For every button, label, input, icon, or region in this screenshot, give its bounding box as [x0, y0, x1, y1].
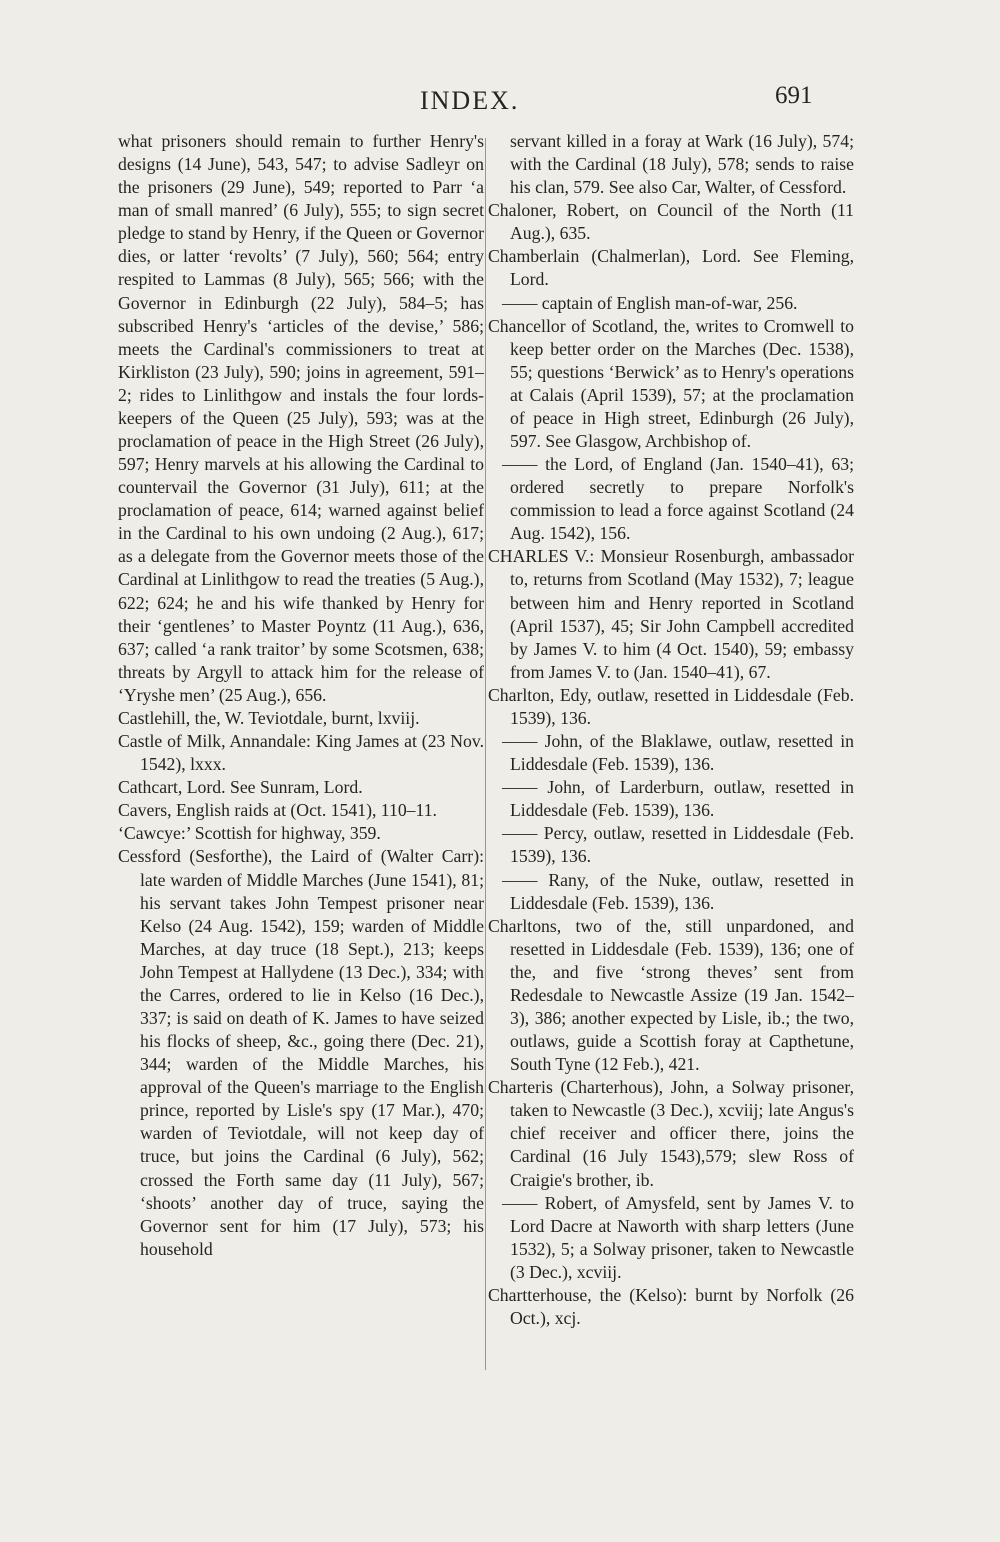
index-entry: Castle of Milk, Annandale: King James at (23 Nov. 1542), lxxx.: [118, 731, 484, 775]
index-entry: Chancellor of Scotland, the, writes to Cromwell to keep better order on the Marches (Dec. 1538), 55; questions ‘Berwick’ as to Henry's operations at Calais (April 1539), 57; at the proclamation of peace in High street, Edinburgh (26 July), 597. See Glasgow, Archbishop of.: [488, 315, 854, 452]
index-entry: Charlton, Edy, outlaw, resetted in Liddesdale (Feb. 1539), 136.: [488, 684, 854, 728]
index-entry: Cessford (Sesforthe), the Laird of (Walter Carr): late warden of Middle Marches (June 1541), 81; his servant takes John Tempest prisoner near Kelso (24 Aug. 1542), 159; warden of Middle Marches, at day truce (18 Sept.), 213; keeps John Tempest at Hallydene (13 Dec.), 334; with the Carres, ordered to lie in Kelso (16 Dec.), 337; is said on death of K. James to have seized his flocks of sheep, &c., going there (Dec. 21), 344; warden of the Middle Marches, his approval of the Queen's marriage to the English prince, reported by Lisle's spy (17 Mar.), 470; warden of Teviotdale, will not keep day of truce, but joins the Cardinal (6 July), 562; crossed the Forth same day (11 July), 567; ‘shoots’ another day of truce, saying the Governor sent for him (17 July), 573; his household: [118, 846, 484, 1259]
index-entry: Charteris (Charterhous), John, a Solway prisoner, taken to Newcastle (3 Dec.), xcviij; late Angus's chief receiver and officer there, joins the Cardinal (16 July 1543),579; slew Ross of Craigie's brother, ib.: [488, 1077, 854, 1190]
page-number: 691: [775, 82, 813, 109]
index-entry: Chaloner, Robert, on Council of the North (11 Aug.), 635.: [488, 200, 854, 244]
index-entry: servant killed in a foray at Wark (16 July), 574; with the Cardinal (18 July), 578; sends to raise his clan, 579. See also Car, Walter, of Cessford.: [510, 131, 854, 198]
running-head: [0, 80, 1000, 120]
column-divider: [485, 138, 486, 1370]
index-subentry: —— captain of English man-of-war, 256.: [502, 292, 798, 313]
index-entry: Castlehill, the, W. Teviotdale, burnt, lxviij.: [118, 707, 420, 728]
index-entry: Charltons, two of the, still unpardoned, and resetted in Liddesdale (Feb. 1539), 136; one of the, and five ‘strong theves’ sent from Redesdale to Newcastle Assize (19 Jan. 1542–3), 386; another expected by Lisle, ib.; the two, outlaws, guide a Scottish foray at Capthetune, South Tyne (12 Feb.), 421.: [488, 915, 854, 1075]
index-entry: Chamberlain (Chalmerlan), Lord. See Fleming, Lord.: [488, 246, 854, 290]
index-subentry: —— the Lord, of England (Jan. 1540–41), 63; ordered secretly to prepare Norfolk's commission to lead a force against Scotland (24 Aug. 1542), 156.: [502, 454, 854, 544]
page-title: INDEX.: [420, 86, 520, 115]
index-entry: ‘Cawcye:’ Scottish for highway, 359.: [118, 823, 381, 844]
left-column: [118, 130, 484, 1261]
index-subentry: —— John, of Larderburn, outlaw, resetted in Liddesdale (Feb. 1539), 136.: [502, 777, 854, 821]
index-entry: Cathcart, Lord. See Sunram, Lord.: [118, 777, 363, 798]
index-entry: Cavers, English raids at (Oct. 1541), 110–11.: [118, 800, 437, 821]
index-subentry: —— Percy, outlaw, resetted in Liddesdale (Feb. 1539), 136.: [502, 823, 854, 867]
index-subentry: —— Robert, of Amysfeld, sent by James V. to Lord Dacre at Naworth with sharp letters (June 1532), 5; a Solway prisoner, taken to Newcastle (3 Dec.), xcviij.: [502, 1192, 854, 1282]
index-entry: CHARLES V.: Monsieur Rosenburgh, ambassador to, returns from Scotland (May 1532), 7; league between him and Henry reported in Scotland (April 1537), 45; Sir John Campbell accredited by James V. to him (4 Oct. 1540), 59; embassy from James V. to (Jan. 1540–41), 67.: [488, 546, 854, 682]
index-entry: what prisoners should remain to further Henry's designs (14 June), 543, 547; to advise Sadleyr on the prisoners (29 June), 549; reported to Parr ‘a man of small manred’ (6 July), 555; to sign secret pledge to stand by Henry, if the Queen or Governor dies, or latter ‘revolts’ (7 July), 560; 564; entry respited to Lammas (8 July), 565; 566; with the Governor in Edinburgh (22 July), 584–5; has subscribed Henry's ‘articles of the devise,’ 586; meets the Cardinal's commissioners to treat at Kirkliston (23 July), 590; joins in agreement, 591–2; rides to Linlithgow and instals the four lords-keepers of the Queen (25 July), 593; was at the proclamation of peace in the High Street (26 July), 597; Henry marvels at his allowing the Cardinal to countervail the Governor (31 July), 611; at the proclamation of peace, 614; warned against belief in the Cardinal to his own undoing (2 Aug.), 617; as a delegate from the Governor meets those of the Cardinal at Linlithgow to read the treaties (5 Aug.), 622; 624; he and his wife thanked by Henry for their ‘gentlenes’ to Master Poyntz (11 Aug.), 636, 637; called ‘a rank traitor’ by some Scotsmen, 638; threats by Argyll to attack him for the release of ‘Yryshe men’ (25 Aug.), 656.: [118, 131, 484, 705]
right-column: [488, 130, 854, 1330]
index-subentry: —— John, of the Blaklawe, outlaw, resetted in Liddesdale (Feb. 1539), 136.: [502, 731, 854, 775]
index-subentry: —— Rany, of the Nuke, outlaw, resetted in Liddesdale (Feb. 1539), 136.: [502, 869, 854, 913]
index-entry: Chartterhouse, the (Kelso): burnt by Norfolk (26 Oct.), xcj.: [488, 1284, 854, 1328]
